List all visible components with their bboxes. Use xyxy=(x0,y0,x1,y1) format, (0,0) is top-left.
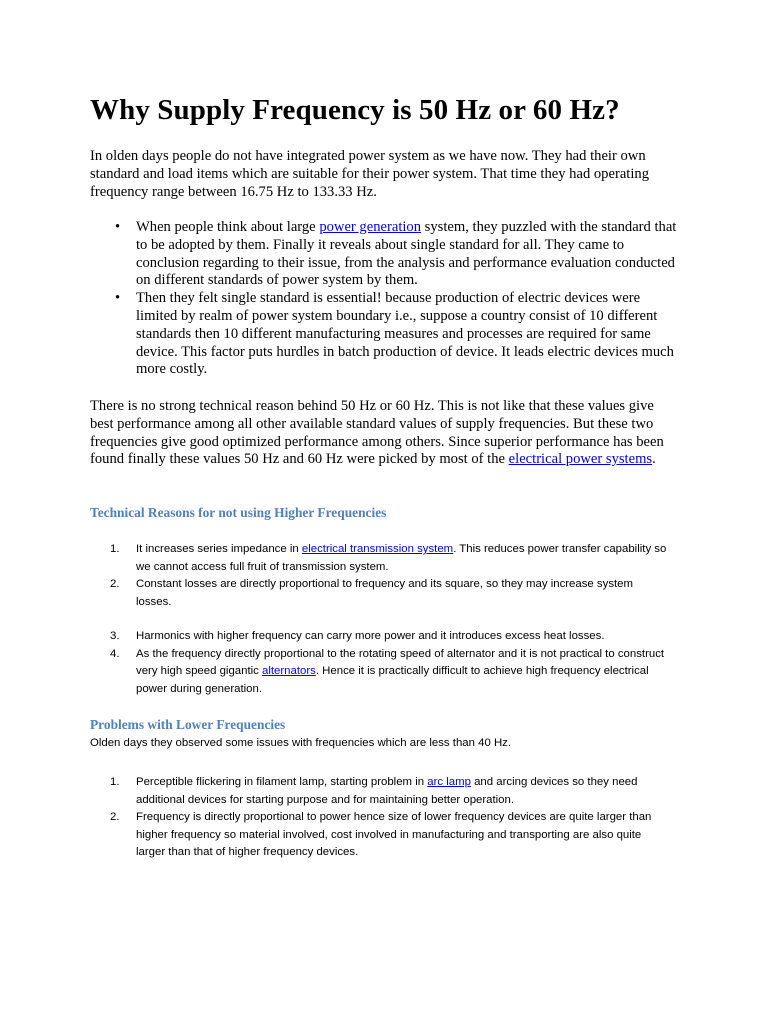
numbered-item xyxy=(90,576,670,611)
item-text: Harmonics with higher frequency can carry more power and it introduces excess heat losses. xyxy=(136,630,605,642)
item-text: As the frequency directly proportional to the rotating speed of alternator and it is not practical to construct very high speed gigantic xyxy=(136,647,665,677)
second-paragraph xyxy=(90,398,680,469)
item-number: 1. xyxy=(110,776,120,788)
second-paragraph-block xyxy=(90,398,680,469)
numbered-item xyxy=(90,809,670,862)
bullet-text: system, they puzzled with the standard that to be adopted by them. Finally it reveals about single standard for all. They came to conclusion regarding to their issue, from the analysis and performance evaluation conducted on different standards of power system by them. xyxy=(136,219,677,289)
bullet-item xyxy=(90,219,680,290)
lower-frequencies-intro-block xyxy=(90,735,670,753)
bullet-item xyxy=(90,290,680,379)
arc-lamp-link[interactable]: arc lamp xyxy=(427,776,471,788)
intro-paragraph: In olden days people do not have integrated power system as we have now. They had their own standard and load items which are suitable for their power system. That time they had operating frequency range between 16.75 Hz to 133.33 Hz. xyxy=(90,148,649,200)
section-heading-lower-frequencies: Problems with Lower Frequencies xyxy=(90,717,286,732)
item-number: 4. xyxy=(110,647,120,660)
lower-frequencies-intro: Olden days they observed some issues with frequencies which are less than 40 Hz. xyxy=(90,737,512,749)
higher-frequencies-list-block xyxy=(90,541,670,698)
item-text: Perceptible flickering in filament lamp, starting problem in xyxy=(136,776,428,788)
bullet-text: When people think about large xyxy=(136,219,320,235)
alternators-link[interactable]: alternators xyxy=(262,665,316,677)
section-heading-higher-frequencies: Technical Reasons for not using Higher Frequencies xyxy=(90,505,387,520)
paragraph-text: There is no strong technical reason behind 50 Hz or 60 Hz. This is not like that these values give best performance among all other available standard values of supply frequencies. But these two frequencies give good optimized performance among others. Since superior performance has been found finally these values 50 Hz and 60 Hz were picked by most of the xyxy=(90,398,664,468)
item-number: 3. xyxy=(110,630,120,642)
item-text: Constant losses are directly proportional to frequency and its square, so they may increase system losses. xyxy=(136,578,633,608)
numbered-item xyxy=(90,541,670,576)
higher-frequencies-list xyxy=(90,541,670,698)
item-text: and arcing devices so they need additional devices for starting purpose and for maintaining better operation. xyxy=(136,776,638,806)
electrical-power-systems-link[interactable]: electrical power systems xyxy=(508,451,653,468)
item-text: . Hence it is practically difficult to achieve high frequency electrical power during generation. xyxy=(136,665,649,695)
lower-frequencies-list xyxy=(90,774,670,862)
item-text: Frequency is directly proportional to power hence size of lower frequency devices are quite larger than higher frequency so material involved, cost involved in manufacturing and transporting are also quite larger than that of higher frequency devices. xyxy=(136,811,652,858)
item-number: 2. xyxy=(110,811,120,823)
bullet-list xyxy=(90,219,680,379)
power-generation-link[interactable]: power generation xyxy=(319,219,422,235)
paragraph-text: . xyxy=(652,451,656,468)
intro-paragraph-block xyxy=(90,148,680,201)
item-text: It increases series impedance in xyxy=(136,543,302,555)
item-text: . This reduces power transfer capability so we cannot access full fruit of transmission system. xyxy=(136,543,667,573)
item-number: 1. xyxy=(110,543,120,555)
bullet-marker: • xyxy=(115,219,121,235)
lower-frequencies-list-block xyxy=(90,774,670,862)
bullet-list-block xyxy=(90,219,680,379)
bullet-text: Then they felt single standard is essential! because production of electric devices were limited by realm of power system boundary i.e., suppose a country consist of 10 different standards then 10 different manufacturing measures and processes are required for same device. This factor puts hurdles in batch production of device. It leads electric devices much more costly. xyxy=(136,290,674,378)
numbered-item xyxy=(90,774,670,809)
bullet-marker: • xyxy=(115,290,121,307)
numbered-item xyxy=(90,646,670,699)
page-title: Why Supply Frequency is 50 Hz or 60 Hz? xyxy=(90,94,620,126)
numbered-item xyxy=(90,628,670,646)
item-number: 2. xyxy=(110,578,120,590)
electrical-transmission-system-link[interactable]: electrical transmission system xyxy=(301,543,454,555)
